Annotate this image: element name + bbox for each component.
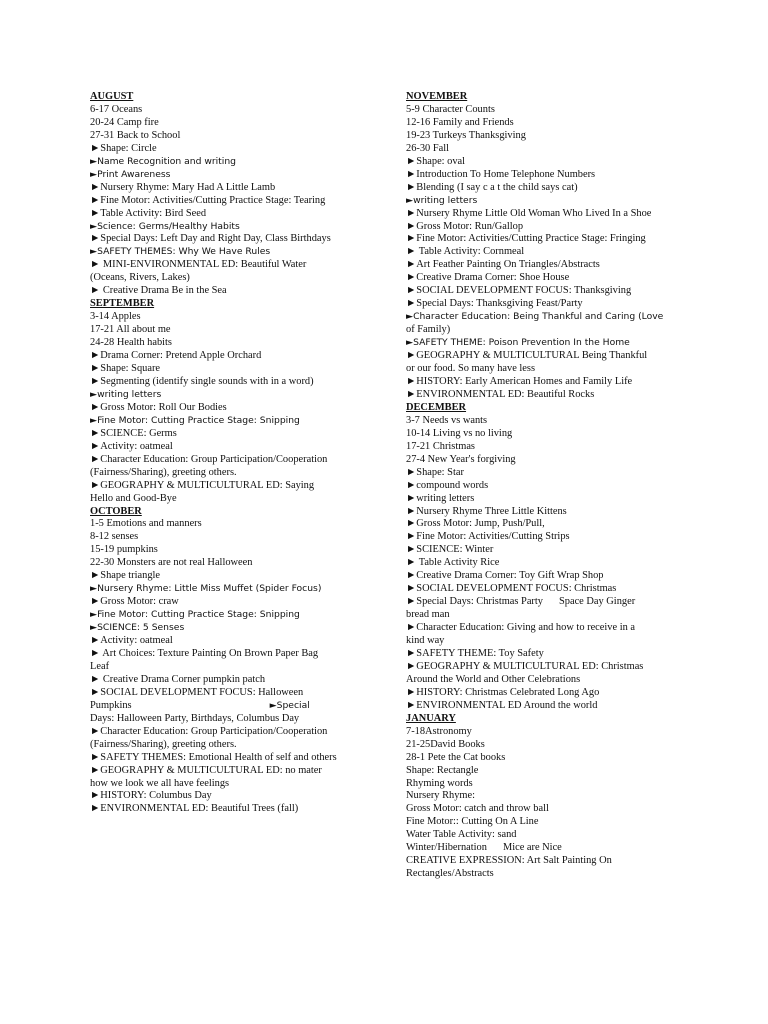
list-item-text: how we look we all have feelings	[90, 777, 230, 789]
list-item-text: ►Nursery Rhyme: Little Miss Muffet (Spider Focus)	[90, 583, 322, 595]
list-item-text: Fine Motor:: Cutting On A Line	[406, 816, 539, 828]
list-item	[406, 182, 682, 195]
list-item-text: 6-17 Oceans	[90, 103, 143, 115]
list-item-text: Days: Halloween Party, Birthdays, Columbus Day	[90, 712, 300, 724]
list-item	[406, 868, 682, 881]
list-item-text: kind way	[406, 635, 445, 647]
list-item-text: ►Shape: Square	[90, 363, 161, 375]
list-item-text: ►writing letters	[406, 492, 475, 504]
list-item-text: ►Fine Motor: Cutting Practice Stage: Snipping	[90, 414, 300, 426]
list-item-text: ►SOCIAL DEVELOPMENT FOCUS: Halloween	[90, 686, 304, 698]
list-item	[90, 233, 374, 246]
list-item	[406, 726, 682, 739]
list-item-text: ►Special Days: Christmas Party	[406, 596, 543, 608]
list-item	[406, 829, 682, 842]
list-item	[90, 609, 374, 622]
list-item	[406, 337, 682, 350]
list-item	[90, 765, 374, 778]
list-item	[90, 752, 374, 765]
list-item-text: (Oceans, Rivers, Lakes)	[90, 272, 190, 284]
list-item-text: ►Nursery Rhyme: Mary Had A Little Lamb	[90, 181, 276, 193]
list-item-text: 3-14 Apples	[90, 311, 141, 323]
section-november	[406, 91, 682, 402]
list-item	[90, 726, 374, 739]
list-item	[406, 609, 682, 622]
right-column	[406, 91, 682, 881]
list-item-text: ►SAFETY THEMES: Emotional Health of self and others	[90, 751, 337, 763]
list-item	[90, 674, 374, 687]
list-item	[406, 557, 682, 570]
list-item-text: Hello and Good-Bye	[90, 492, 177, 504]
list-item-text: 26-30 Fall	[406, 142, 450, 154]
list-item-text: ►Activity: oatmeal	[90, 635, 173, 647]
list-item	[406, 311, 682, 324]
list-item	[406, 298, 682, 311]
list-item-text: ►SOCIAL DEVELOPMENT FOCUS: Christmas	[406, 583, 617, 595]
list-item-text: ► Table Activity: Cornmeal	[406, 246, 525, 258]
list-item	[90, 790, 374, 803]
list-item-text: (Fairness/Sharing), greeting others.	[90, 466, 237, 478]
list-item-text: ►Shape: oval	[406, 155, 466, 167]
list-item-text: 1-5 Emotions and manners	[90, 518, 202, 530]
list-item-text: Winter/Hibernation	[406, 842, 487, 854]
list-item	[90, 104, 374, 117]
list-item-text: ►writing letters	[90, 388, 162, 400]
list-item	[90, 246, 374, 259]
list-item-text: ►Drama Corner: Pretend Apple Orchard	[90, 350, 262, 362]
list-item-text: 7-18Astronomy	[406, 725, 472, 737]
list-item-text: ► Art Choices: Texture Painting On Brown Paper Bag	[90, 647, 319, 659]
list-item-text: ►SAFETY THEME: Toy Safety	[406, 647, 544, 659]
list-item	[90, 259, 374, 272]
list-item-text: ►ENVIRONMENTAL ED Around the world	[406, 699, 598, 711]
list-item	[406, 467, 682, 480]
list-item-text: 10-14 Living vs no living	[406, 427, 513, 439]
list-item-text: ►Nursery Rhyme Three Little Kittens	[406, 505, 567, 517]
list-item	[90, 648, 374, 661]
list-item-text: ►Shape: Star	[406, 466, 464, 478]
list-item-text: ►writing letters	[406, 194, 478, 206]
list-item-text: ►Character Education: Being Thankful and Caring (Love	[406, 311, 664, 323]
list-item	[406, 752, 682, 765]
list-item-text: 15-19 pumpkins	[90, 544, 158, 556]
list-item	[90, 169, 374, 182]
list-item-text: ►SCIENCE: Winter	[406, 544, 494, 556]
list-item	[90, 182, 374, 195]
list-item	[406, 778, 682, 791]
section-heading: DECEMBER	[406, 401, 467, 413]
list-item	[90, 389, 374, 402]
list-item	[406, 583, 682, 596]
list-item-text: ► Creative Drama Corner pumpkin patch	[90, 673, 266, 685]
list-item	[406, 350, 682, 363]
list-item-text: 20-24 Camp fire	[90, 116, 159, 128]
list-item	[90, 544, 374, 557]
list-item-text: bread man	[406, 609, 450, 621]
list-item	[90, 493, 374, 506]
list-item-text: ►Gross Motor: craw	[90, 596, 179, 608]
list-item-text: ►Table Activity: Bird Seed	[90, 207, 207, 219]
list-item	[90, 337, 374, 350]
list-item-text: of Family)	[406, 324, 451, 336]
list-item	[90, 622, 374, 635]
list-item-text: ►Special Days: Left Day and Right Day, Class Birthdays	[90, 233, 331, 245]
list-item	[90, 376, 374, 389]
list-item	[406, 622, 682, 635]
list-item	[90, 635, 374, 648]
list-item-text: ►Character Education: Group Participation/Cooperation	[90, 453, 328, 465]
list-item	[90, 454, 374, 467]
list-item	[406, 674, 682, 687]
list-item	[406, 285, 682, 298]
list-item-text: ►GEOGRAPHY & MULTICULTURAL ED: no mater	[90, 764, 322, 776]
list-item	[406, 428, 682, 441]
list-item-text: Around the World and Other Celebrations	[406, 673, 581, 685]
section-october	[90, 506, 374, 817]
list-item	[406, 130, 682, 143]
list-item-text: ►HISTORY: Columbus Day	[90, 790, 212, 802]
list-item-text: ►Character Education: Group Participation/Cooperation	[90, 725, 328, 737]
list-item-text: ►Gross Motor: Run/Gallop	[406, 220, 524, 232]
list-item	[90, 324, 374, 337]
list-item-text: ►Gross Motor: Jump, Push/Pull,	[406, 518, 545, 530]
list-item	[90, 428, 374, 441]
list-item	[406, 687, 682, 700]
section-heading: AUGUST	[90, 91, 134, 102]
list-item	[406, 415, 682, 428]
list-item-text: ►SAFETY THEME: Poison Prevention In the Home	[406, 337, 630, 349]
list-item-text: 17-21 Christmas	[406, 440, 475, 452]
section-heading: JANUARY	[406, 712, 456, 724]
list-item-text: CREATIVE EXPRESSION: Art Salt Painting On	[406, 855, 612, 867]
list-item	[406, 635, 682, 648]
section-september	[90, 298, 374, 505]
list-item	[90, 285, 374, 298]
list-item	[90, 583, 374, 596]
list-item	[90, 363, 374, 376]
list-item-text: ►ENVIRONMENTAL ED: Beautiful Rocks	[406, 388, 595, 400]
list-item	[406, 195, 682, 208]
list-item	[406, 493, 682, 506]
list-item-text: Leaf	[90, 660, 110, 672]
list-item-text: Rectangles/Abstracts	[406, 868, 494, 880]
list-item	[406, 506, 682, 519]
list-item	[406, 208, 682, 221]
list-item-text: ►GEOGRAPHY & MULTICULTURAL Being Thankful	[406, 350, 648, 362]
list-item	[90, 557, 374, 570]
list-item-text: ► Table Activity Rice	[406, 557, 500, 569]
list-item	[90, 518, 374, 531]
list-item	[90, 778, 374, 791]
list-item-text: ►GEOGRAPHY & MULTICULTURAL ED: Saying	[90, 479, 315, 491]
list-item	[406, 739, 682, 752]
list-item	[406, 441, 682, 454]
list-item-text: Pumpkins	[90, 699, 132, 711]
list-item	[90, 195, 374, 208]
list-item-text: Water Table Activity: sand	[406, 829, 517, 841]
list-item	[406, 790, 682, 803]
list-item-text: ►Fine Motor: Activities/Cutting Practice Stage: Fringing	[406, 233, 646, 245]
list-item	[406, 803, 682, 816]
list-item	[90, 272, 374, 285]
list-item-text: 22-30 Monsters are not real Halloween	[90, 557, 253, 569]
list-item	[406, 246, 682, 259]
list-item	[90, 687, 374, 700]
list-item-text: ►HISTORY: Early American Homes and Family Life	[406, 375, 633, 387]
list-item-text: ►Shape: Circle	[90, 142, 157, 154]
list-item	[406, 104, 682, 117]
list-item-text: ►Activity: oatmeal	[90, 440, 173, 452]
list-item	[406, 544, 682, 557]
list-item	[406, 143, 682, 156]
list-item-text: 8-12 senses	[90, 531, 139, 543]
list-item	[406, 700, 682, 713]
list-item	[90, 143, 374, 156]
list-item	[406, 233, 682, 246]
list-item	[90, 156, 374, 169]
list-item	[90, 130, 374, 143]
list-item-text: ►Fine Motor: Activities/Cutting Practice Stage: Tearing	[90, 194, 326, 206]
list-item	[90, 221, 374, 234]
section-december	[406, 402, 682, 713]
list-item	[406, 765, 682, 778]
list-item-text: (Fairness/Sharing), greeting others.	[90, 738, 237, 750]
list-item-text: ►Introduction To Home Telephone Numbers	[406, 168, 596, 180]
list-item-text: Rhyming words	[406, 777, 473, 789]
list-item	[90, 700, 374, 713]
list-item-text: 3-7 Needs vs wants	[406, 414, 488, 426]
list-item	[90, 415, 374, 428]
list-item-text: 28-1 Pete the Cat books	[406, 751, 506, 763]
list-item	[90, 208, 374, 221]
list-item	[90, 739, 374, 752]
list-item	[406, 169, 682, 182]
list-item-text: ►Creative Drama Corner: Toy Gift Wrap Shop	[406, 570, 604, 582]
list-item	[406, 842, 682, 855]
list-item-text: ►Segmenting (identify single sounds with in a word)	[90, 375, 314, 387]
list-item-text: ►SOCIAL DEVELOPMENT FOCUS: Thanksgiving	[406, 285, 632, 297]
list-item	[90, 402, 374, 415]
list-item-text: ►Gross Motor: Roll Our Bodies	[90, 401, 227, 413]
list-item	[90, 467, 374, 480]
list-item-text: Shape: Rectangle	[406, 764, 479, 776]
list-item	[90, 570, 374, 583]
list-item-text: ►SCIENCE: Germs	[90, 427, 177, 439]
list-item	[406, 272, 682, 285]
list-item-text: ►Creative Drama Corner: Shoe House	[406, 272, 570, 284]
section-heading: OCTOBER	[90, 505, 142, 517]
list-item	[406, 156, 682, 169]
list-item	[406, 531, 682, 544]
list-item-text: ►Special Days: Thanksgiving Feast/Party	[406, 298, 583, 310]
list-item-tail-text: ►Special	[269, 699, 310, 711]
list-item-tail-text: Space Day Ginger	[558, 596, 636, 608]
list-item	[406, 570, 682, 583]
list-item-text: 5-9 Character Counts	[406, 103, 495, 115]
list-item	[406, 324, 682, 337]
list-item-text: 27-4 New Year's forgiving	[406, 453, 516, 465]
list-item-text: ►SAFETY THEMES: Why We Have Rules	[90, 246, 271, 258]
list-item-tail-text: Mice are Nice	[502, 842, 562, 854]
list-item-text: ►Name Recognition and writing	[90, 155, 236, 167]
list-item-text: Gross Motor: catch and throw ball	[406, 803, 549, 815]
list-item-text: Nursery Rhyme:	[406, 790, 475, 802]
list-item-text: ►SCIENCE: 5 Senses	[90, 622, 185, 634]
section-heading: SEPTEMBER	[90, 298, 155, 310]
list-item-text: ►GEOGRAPHY & MULTICULTURAL ED: Christmas	[406, 660, 644, 672]
list-item	[90, 480, 374, 493]
list-item-text: or our food. So many have less	[406, 363, 535, 375]
list-item	[406, 221, 682, 234]
list-item-text: ►ENVIRONMENTAL ED: Beautiful Trees (fall)	[90, 803, 299, 815]
list-item	[406, 389, 682, 402]
list-item	[406, 855, 682, 868]
list-item-text: ► MINI-ENVIRONMENTAL ED: Beautiful Water	[90, 259, 307, 271]
list-item-text: ►Shape triangle	[90, 570, 161, 582]
list-item-text: ►Print Awareness	[90, 168, 171, 180]
list-item-text: ►Character Education: Giving and how to receive in a	[406, 622, 635, 634]
section-january	[406, 713, 682, 881]
list-item-text: 27-31 Back to School	[90, 129, 181, 141]
list-item	[90, 531, 374, 544]
list-item-text: 24-28 Health habits	[90, 337, 172, 349]
list-item	[90, 441, 374, 454]
list-item	[406, 259, 682, 272]
list-item-text: ►Nursery Rhyme Little Old Woman Who Lived In a Shoe	[406, 207, 652, 219]
list-item-text: ►Science: Germs/Healthy Habits	[90, 220, 240, 232]
list-item	[90, 596, 374, 609]
list-item	[90, 713, 374, 726]
list-item	[406, 816, 682, 829]
list-item	[90, 661, 374, 674]
list-item-text: ►compound words	[406, 479, 489, 491]
section-august	[90, 91, 374, 298]
list-item-text: ► Creative Drama Be in the Sea	[90, 285, 227, 297]
list-item	[406, 648, 682, 661]
list-item-text: 21-25David Books	[406, 738, 485, 750]
list-item-text: ►Fine Motor: Activities/Cutting Strips	[406, 531, 570, 543]
list-item	[406, 480, 682, 493]
list-item-text: ►Fine Motor: Cutting Practice Stage: Snipping	[90, 609, 300, 621]
list-item	[406, 596, 682, 609]
list-item-text: ►HISTORY: Christmas Celebrated Long Ago	[406, 686, 600, 698]
list-item	[90, 311, 374, 324]
list-item-text: ►Art Feather Painting On Triangles/Abstracts	[406, 259, 600, 271]
list-item	[90, 803, 374, 816]
list-item	[406, 363, 682, 376]
section-heading: NOVEMBER	[406, 91, 468, 102]
list-item	[406, 661, 682, 674]
list-item-text: 19-23 Turkeys Thanksgiving	[406, 129, 526, 141]
list-item	[90, 350, 374, 363]
list-item	[406, 518, 682, 531]
list-item	[90, 117, 374, 130]
list-item-text: 17-21 All about me	[90, 324, 171, 336]
list-item-text: 12-16 Family and Friends	[406, 116, 514, 128]
list-item	[406, 376, 682, 389]
list-item	[406, 454, 682, 467]
list-item-text: ►Blending (I say c a t the child says cat)	[406, 181, 578, 193]
left-column	[90, 91, 374, 816]
list-item	[406, 117, 682, 130]
